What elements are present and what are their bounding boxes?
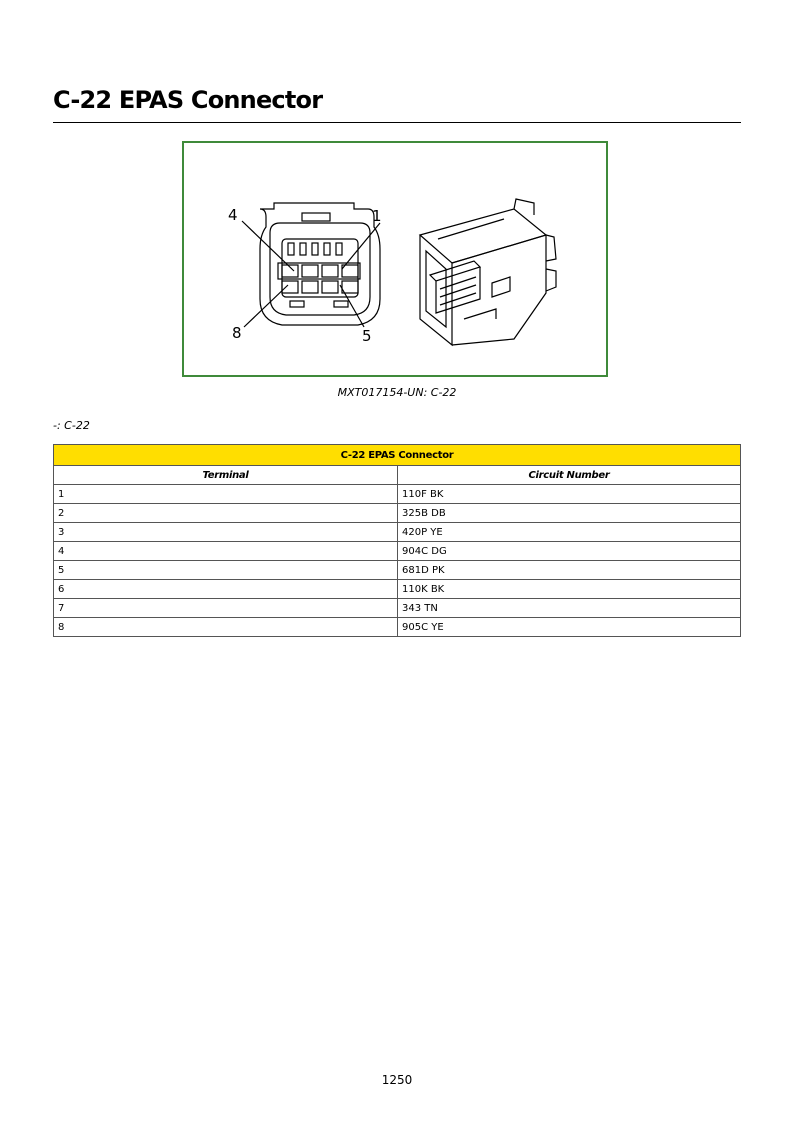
- table-row: [54, 561, 741, 580]
- connector-3d-view: [420, 199, 556, 345]
- page-title: C-22 EPAS Connector: [53, 86, 323, 114]
- connector-face-view: [260, 203, 380, 325]
- pin-label-8: 8: [232, 324, 242, 342]
- terminal-cell: 3: [54, 523, 398, 542]
- terminal-cell: 1: [54, 485, 398, 504]
- figure-note: -: C-22: [53, 419, 90, 432]
- figure-caption: MXT017154-UN: C-22: [337, 386, 457, 399]
- circuit-cell: 905C YE: [398, 618, 741, 637]
- table-row: [54, 618, 741, 637]
- connector-pinout-table: [53, 444, 741, 637]
- terminal-cell: 7: [54, 599, 398, 618]
- terminal-cell: 4: [54, 542, 398, 561]
- page-number: 1250: [381, 1073, 413, 1087]
- title-divider: [53, 122, 741, 123]
- column-header-terminal: Terminal: [54, 466, 398, 485]
- terminal-cell: 8: [54, 618, 398, 637]
- circuit-cell: 110K BK: [398, 580, 741, 599]
- terminal-cell: 2: [54, 504, 398, 523]
- table-caption: C-22 EPAS Connector: [54, 445, 741, 466]
- pin-label-5: 5: [362, 327, 372, 345]
- table-row: [54, 523, 741, 542]
- circuit-cell: 904C DG: [398, 542, 741, 561]
- table-row: [54, 485, 741, 504]
- table-row: [54, 599, 741, 618]
- circuit-cell: 343 TN: [398, 599, 741, 618]
- circuit-cell: 325B DB: [398, 504, 741, 523]
- connector-illustration: [184, 143, 606, 375]
- pin-label-4: 4: [228, 206, 238, 224]
- pin-label-1: 1: [372, 207, 382, 225]
- terminal-cell: 6: [54, 580, 398, 599]
- connector-figure: [182, 141, 608, 377]
- table-row: [54, 504, 741, 523]
- circuit-cell: 681D PK: [398, 561, 741, 580]
- column-header-circuit: Circuit Number: [398, 466, 741, 485]
- terminal-cell: 5: [54, 561, 398, 580]
- table-row: [54, 542, 741, 561]
- table-row: [54, 580, 741, 599]
- circuit-cell: 110F BK: [398, 485, 741, 504]
- circuit-cell: 420P YE: [398, 523, 741, 542]
